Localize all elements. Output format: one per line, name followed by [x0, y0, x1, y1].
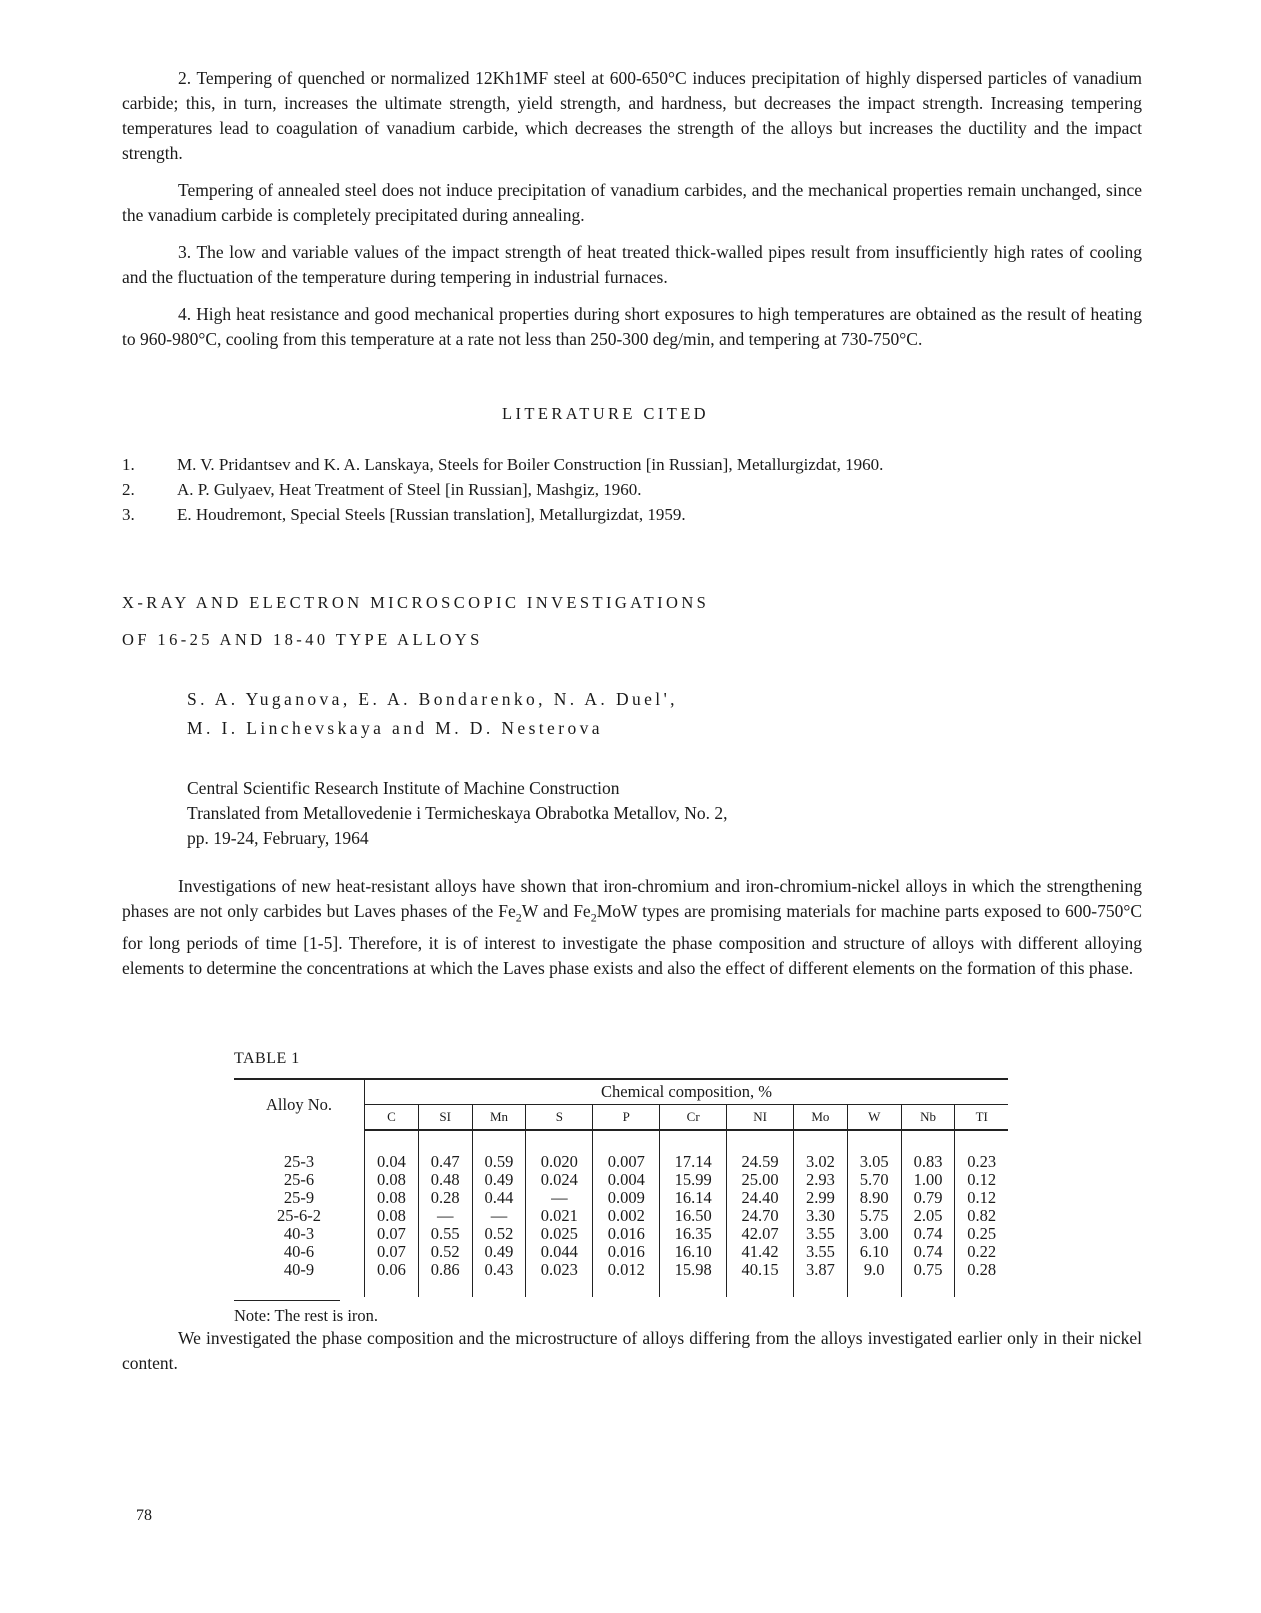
value-cell: 16.10 — [660, 1243, 727, 1261]
conclusion-paragraph-2: 2. Tempering of quenched or normalized 12Kh1MF steel at 600-650°C induces precipitation of highly dispersed particles of vanadium carbide; this, in turn, increases the ultimate strength, yield strength, and hardness, but decreases the impact strength. Increasing tempering temperatures lead to coagulation of vanadium carbide, which decreases the strength of the alloys but increases the ductility and the impact strength. — [122, 68, 1142, 163]
value-cell: 0.07 — [365, 1243, 419, 1261]
value-cell: — — [526, 1189, 593, 1207]
value-cell: — — [418, 1207, 472, 1225]
value-cell: 0.55 — [418, 1225, 472, 1243]
value-cell: 25.00 — [727, 1171, 794, 1189]
value-cell: 0.28 — [967, 1260, 997, 1279]
value-cell: 0.59 — [472, 1153, 526, 1171]
value-cell: 3.30 — [794, 1207, 848, 1225]
value-cell: 0.06 — [365, 1261, 419, 1279]
composition-group-header: Chemical composition, % — [365, 1079, 1009, 1105]
alloy-cell: 40-9 — [234, 1261, 365, 1279]
value-cell: 0.48 — [418, 1171, 472, 1189]
value-cell: 0.07 — [365, 1225, 419, 1243]
conclusion-paragraph-annealed: Tempering of annealed steel does not induce precipitation of vanadium carbides, and the mechanical properties remain unchanged, since the vanadium carbide is completely precipitated during annealing. — [122, 180, 1142, 225]
alloy-cell: 25-3 — [234, 1153, 365, 1171]
closing-paragraph: We investigated the phase composition and the microstructure of alloys differing from the alloys investigated earlier only in their nickel content. — [122, 1328, 1142, 1373]
value-cell: 5.75 — [847, 1207, 901, 1225]
value-cell: 0.79 — [901, 1189, 955, 1207]
value-cell: 0.012 — [593, 1261, 660, 1279]
element-header: NI — [727, 1105, 794, 1131]
value-cell: 3.00 — [847, 1225, 901, 1243]
alloy-cell: 25-6 — [234, 1171, 365, 1189]
value-cell: — — [472, 1207, 526, 1225]
value-cell: 3.05 — [847, 1153, 901, 1171]
affiliation: Central Scientific Research Institute of Machine Construction — [187, 778, 620, 798]
intro-paragraph: Investigations of new heat-resistant alloys have shown that iron-chromium and iron-chromium-nickel alloys in which the strengthening phases are not only carbides but Laves phases of the $Fe_2W$ and $Fe_2MoW$ types are promising materials for machine parts exposed to 600-750°C for long periods of time [1-5]. Therefore, it is of interest to investigate the phase composition and structure of alloys with different alloying elements to determine the concentrations at which the Laves phase exists and also the effect of different elements on the formation of this phase. — [122, 876, 1142, 978]
element-header: Mo — [794, 1105, 848, 1131]
value-cell: 0.004 — [593, 1171, 660, 1189]
element-header: Mn — [472, 1105, 526, 1131]
element-header: S — [526, 1105, 593, 1131]
value-cell: 0.83 — [901, 1153, 955, 1171]
value-cell: 16.14 — [660, 1189, 727, 1207]
author-list — [187, 687, 678, 741]
value-cell: 15.98 — [660, 1261, 727, 1279]
table-note: Note: The rest is iron. — [234, 1306, 379, 1325]
article-title-line-1: X-RAY AND ELECTRON MICROSCOPIC INVESTIGATIONS — [122, 593, 710, 612]
reference-item: 1. M. V. Pridantsev and K. A. Lanskaya, Steels for Boiler Construction [in Russian], Metallurgizdat, 1960. — [122, 455, 884, 474]
value-cell: 0.82 — [967, 1206, 997, 1225]
element-header: W — [847, 1105, 901, 1131]
value-cell: 0.49 — [472, 1171, 526, 1189]
value-cell: 41.42 — [727, 1243, 794, 1261]
value-cell: 9.0 — [847, 1261, 901, 1279]
table-row — [234, 1243, 1008, 1261]
value-cell: 0.023 — [526, 1261, 593, 1279]
element-header: Nb — [901, 1105, 955, 1131]
table-row — [234, 1225, 1008, 1243]
element-header: C — [365, 1105, 419, 1131]
value-cell: 1.00 — [901, 1171, 955, 1189]
value-cell: 0.024 — [526, 1171, 593, 1189]
element-header: TI — [955, 1105, 1008, 1131]
translation-source: Translated from Metallovedenie i Termicheskaya Obrabotka Metallov, No. 2, — [187, 803, 728, 823]
table-row — [234, 1207, 1008, 1225]
value-cell: 6.10 — [847, 1243, 901, 1261]
value-cell: 0.52 — [418, 1243, 472, 1261]
authors-line-2: M. I. Linchevskaya and M. D. Nesterova — [187, 718, 603, 738]
value-cell: 2.93 — [794, 1171, 848, 1189]
reference-list — [122, 452, 1142, 527]
value-cell: 0.009 — [593, 1189, 660, 1207]
alloy-cell: 25-6-2 — [234, 1207, 365, 1225]
value-cell: 40.15 — [727, 1261, 794, 1279]
value-cell: 0.08 — [365, 1207, 419, 1225]
table-row — [234, 1153, 1008, 1171]
value-cell: 0.021 — [526, 1207, 593, 1225]
literature-heading: LITERATURE CITED — [502, 404, 710, 423]
table-row — [234, 1189, 1008, 1207]
value-cell: 24.70 — [727, 1207, 794, 1225]
value-cell: 0.044 — [526, 1243, 593, 1261]
value-cell: 0.44 — [472, 1189, 526, 1207]
conclusion-paragraph-4: 4. High heat resistance and good mechanical properties during short exposures to high temperatures are obtained as the result of heating to 960-980°C, cooling from this temperature at a rate not less than 250-300 deg/min, and tempering at 730-750°C. — [122, 304, 1142, 349]
value-cell: 0.08 — [365, 1189, 419, 1207]
value-cell: 5.70 — [847, 1171, 901, 1189]
value-cell: 0.74 — [901, 1243, 955, 1261]
value-cell: 0.12 — [967, 1188, 997, 1207]
article-title-line-2: OF 16-25 AND 18-40 TYPE ALLOYS — [122, 630, 483, 649]
reference-item: 2. A. P. Gulyaev, Heat Treatment of Steel [in Russian], Mashgiz, 1960. — [122, 480, 642, 499]
element-header: Cr — [660, 1105, 727, 1131]
value-cell: 3.55 — [794, 1225, 848, 1243]
alloy-cell: 40-6 — [234, 1243, 365, 1261]
value-cell: 0.47 — [418, 1153, 472, 1171]
pages-date: pp. 19-24, February, 1964 — [187, 828, 369, 848]
reference-item: 3. E. Houdremont, Special Steels [Russian translation], Metallurgizdat, 1959. — [122, 505, 686, 524]
value-cell: 2.05 — [901, 1207, 955, 1225]
value-cell: 0.04 — [365, 1153, 419, 1171]
value-cell: 16.35 — [660, 1225, 727, 1243]
value-cell: 3.55 — [794, 1243, 848, 1261]
table-row — [234, 1171, 1008, 1189]
value-cell: 24.40 — [727, 1189, 794, 1207]
value-cell: 0.016 — [593, 1225, 660, 1243]
value-cell: 0.08 — [365, 1171, 419, 1189]
composition-table — [234, 1078, 1008, 1297]
element-header: P — [593, 1105, 660, 1131]
value-cell: 15.99 — [660, 1171, 727, 1189]
page-number: 78 — [136, 1507, 152, 1524]
value-cell: 3.87 — [794, 1261, 848, 1279]
value-cell: 0.016 — [593, 1243, 660, 1261]
value-cell: 0.75 — [901, 1261, 955, 1279]
value-cell: 0.28 — [418, 1189, 472, 1207]
value-cell: 3.02 — [794, 1153, 848, 1171]
value-cell: 42.07 — [727, 1225, 794, 1243]
value-cell: 8.90 — [847, 1189, 901, 1207]
value-cell: 0.007 — [593, 1153, 660, 1171]
alloy-cell: 25-9 — [234, 1189, 365, 1207]
value-cell: 0.43 — [472, 1261, 526, 1279]
note-divider — [234, 1300, 340, 1301]
value-cell: 0.74 — [901, 1225, 955, 1243]
value-cell: 0.23 — [967, 1152, 997, 1171]
value-cell: 0.12 — [967, 1170, 997, 1189]
conclusion-paragraph-3: 3. The low and variable values of the impact strength of heat treated thick-walled pipes result from insufficiently high rates of cooling and the fluctuation of the temperature during tempering in industrial furnaces. — [122, 242, 1142, 287]
value-cell: 0.49 — [472, 1243, 526, 1261]
authors-line-1: S. A. Yuganova, E. A. Bondarenko, N. A. Duel', — [187, 689, 678, 709]
value-cell: 16.50 — [660, 1207, 727, 1225]
alloy-cell: 40-3 — [234, 1225, 365, 1243]
value-cell: 17.14 — [660, 1153, 727, 1171]
affiliation-block — [187, 776, 727, 851]
value-cell: 0.22 — [967, 1242, 997, 1261]
value-cell: 0.025 — [526, 1225, 593, 1243]
value-cell: 0.52 — [472, 1225, 526, 1243]
value-cell: 2.99 — [794, 1189, 848, 1207]
element-header: SI — [418, 1105, 472, 1131]
alloy-column-header: Alloy No. — [234, 1079, 365, 1130]
table-caption: TABLE 1 — [234, 1050, 300, 1067]
table-row — [234, 1261, 1008, 1279]
value-cell: 0.25 — [967, 1224, 997, 1243]
value-cell: 24.59 — [727, 1153, 794, 1171]
value-cell: 0.002 — [593, 1207, 660, 1225]
table-body — [234, 1130, 1008, 1297]
value-cell: 0.020 — [526, 1153, 593, 1171]
value-cell: 0.86 — [418, 1261, 472, 1279]
